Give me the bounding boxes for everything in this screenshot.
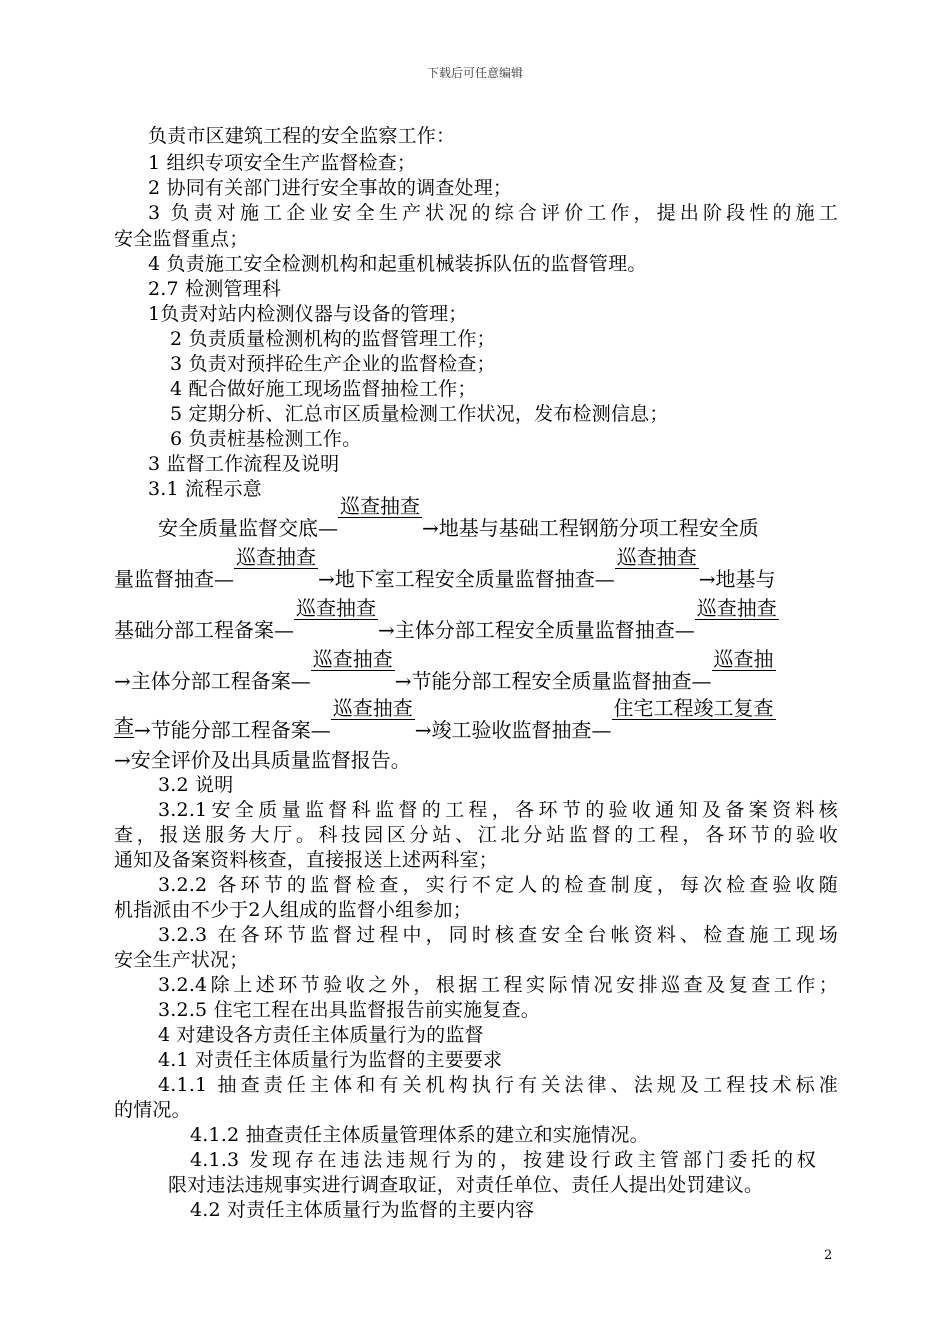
paragraph-line: 4.1.2 抽查责任主体质量管理体系的建立和实施情况。 [190,1124,649,1146]
flow-label: 巡查抽查 [340,494,420,518]
paragraph-line: 安全监督重点； [114,228,249,250]
paragraph-line: 2 负责质量检测机构的监督管理工作； [170,328,496,350]
paragraph-line: 1 组织专项安全生产监督检查； [148,152,417,174]
flow-node: 节能分部工程安全质量监督抽查 [411,669,692,693]
flow-node: 主体分部工程安全质量监督抽查 [394,618,675,642]
section-heading: 3.1 流程示意 [148,478,262,500]
paragraph-line: 4 配合做好施工现场监督抽检工作； [170,378,477,400]
flow-node: 节能分部工程备案 [150,718,311,742]
paragraph-line: 6 负责桩基检测工作。 [170,428,362,450]
flow-row [114,596,838,643]
section-heading: 4 对建设各方责任主体质量行为的监督 [158,1024,484,1046]
connector-dash: — [290,669,311,693]
flow-label: 巡查抽查 [332,696,413,720]
paragraph-line: 负责市区建筑工程的安全监察工作： [148,125,456,147]
connector-dash: — [691,669,712,693]
paragraph-line: 4.1.3 发现存在违法违规行为的，按建设行政主管部门委托的权 [190,1149,816,1171]
section-heading: 4.1 对责任主体质量行为监督的主要要求 [158,1049,503,1071]
paragraph-line: 限对违法违规事实进行调查取证，对责任单位、责任人提出处罚建议。 [168,1174,764,1196]
flow-label: 住宅工程竣工复查 [613,696,774,720]
paragraph-line: 2 协同有关部门进行安全事故的调查处理； [148,177,513,199]
flow-node: 竣工验收监督抽查 [431,718,592,742]
paragraph-line: 3.2.5 住宅工程在出具监督报告前实施复查。 [158,999,540,1021]
flow-row [114,696,838,743]
flow-label: 巡查抽查 [616,545,697,569]
arrow-icon: → [114,669,131,693]
paragraph-line: 1负责对站内检测仪器与设备的管理； [148,303,468,325]
flow-node: 安全质量监督交底 [158,516,318,540]
paragraph-line: 3 负责对施工企业安全生产状况的综合评价工作，提出阶段性的施工 [148,202,838,224]
flow-row [114,647,838,694]
section-heading: 2.7 检测管理科 [148,278,282,300]
flow-row [114,545,838,592]
flow-label: 巡查抽 [713,647,774,671]
flow-node: 量监督抽查 [114,567,214,591]
connector-dash: — [674,618,695,642]
connector-dash: — [274,618,294,642]
flow-label: 巡查抽查 [312,647,393,671]
page-number: 2 [824,1248,833,1263]
paragraph-line: 通知及备案资料核查，直接报送上述两科室； [114,849,499,871]
paragraph-line: 3.2.3 在各环节监督过程中，同时核查安全台帐资料、检查施工现场 [158,924,838,946]
connector-dash: — [594,567,615,591]
arrow-icon: → [698,567,716,591]
flow-node: 地基与 [715,567,776,591]
paragraph-line: 4.1.1 抽查责任主体和有关机构执行有关法律、法规及工程技术标准 [158,1074,838,1096]
connector-dash: — [318,516,338,540]
flow-label: 巡查抽查 [696,596,777,620]
paragraph-line: 3.2.4除上述环节验收之外，根据工程实际情况安排巡查及复查工作； [158,974,838,996]
flow-node: 地下室工程安全质量监督抽查 [334,567,595,591]
flow-label: 查 [114,714,134,738]
arrow-icon: → [394,669,412,693]
flow-label: 巡查抽查 [236,545,316,569]
arrow-icon: → [134,718,151,742]
arrow-icon: → [378,618,395,642]
page-header: 下载后可任意编辑 [426,66,523,80]
paragraph-line: 3.2.2 各环节的监督检查，实行不定人的检查制度，每次检查验收随 [158,874,838,896]
paragraph-line: 查，报送服务大厅。科技园区分站、江北分站监督的工程，各环节的验收 [114,824,838,846]
section-heading: 4.2 对责任主体质量行为监督的主要内容 [190,1199,535,1221]
connector-dash: — [310,718,331,742]
arrow-icon: → [414,718,432,742]
paragraph-line: 5 定期分析、汇总市区质量检测工作状况，发布检测信息； [170,403,669,425]
flow-node: 地基与基础工程钢筋分项工程安全质 [438,516,759,540]
flow-row [158,494,838,541]
flow-label: 巡查抽查 [296,596,376,620]
arrow-icon: → [318,567,335,591]
arrow-icon: → [422,516,439,540]
paragraph-line: 机指派由不少于2人组成的监督小组参加； [114,899,472,921]
arrow-icon: → [114,748,131,772]
paragraph-line: 4 负责施工安全检测机构和起重机械装拆队伍的监督管理。 [148,253,647,275]
paragraph-line: 3.2.1安全质量监督科监督的工程，各环节的验收通知及备案资料核 [158,799,838,821]
flow-node: 安全评价及出具质量监督报告。 [130,748,411,772]
flow-node: 基础分部工程备案 [114,618,274,642]
flow-row [114,747,838,773]
section-heading: 3 监督工作流程及说明 [148,453,340,475]
section-heading: 3.2 说明 [158,774,234,796]
paragraph-line: 3 负责对预拌砼生产企业的监督检查； [170,353,496,375]
paragraph-line: 安全生产状况； [114,949,249,971]
connector-dash: — [214,567,234,591]
paragraph-line: 的情况。 [114,1099,191,1121]
connector-dash: — [591,718,612,742]
flow-node: 主体分部工程备案 [130,669,291,693]
